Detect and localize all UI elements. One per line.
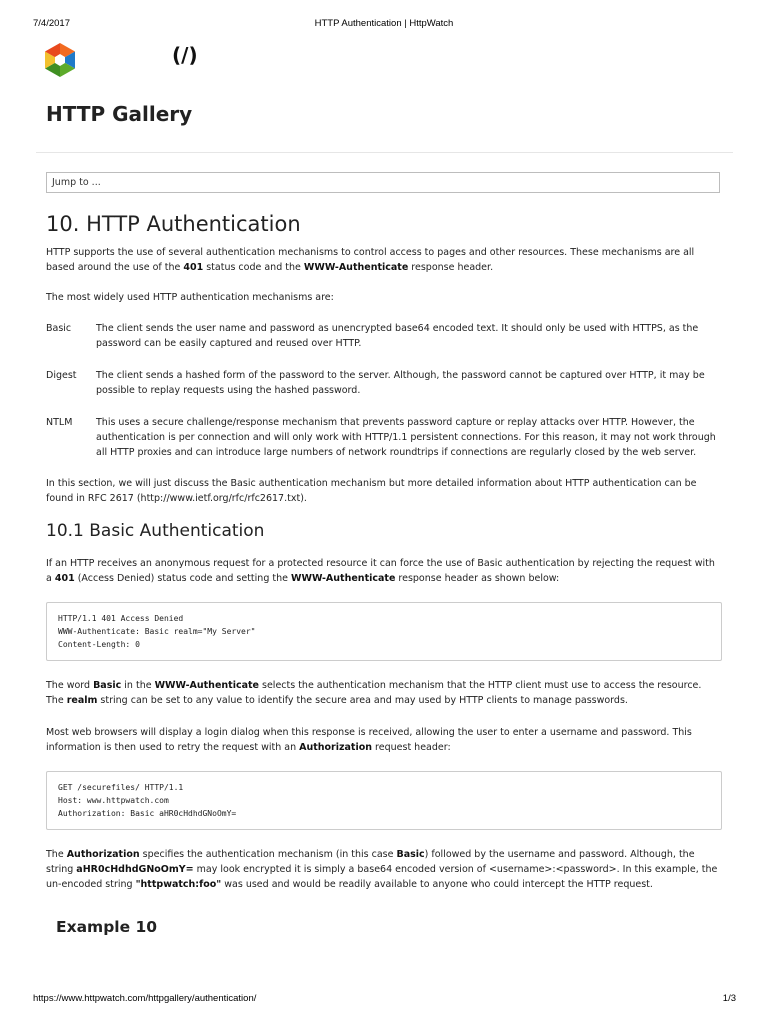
basic-paragraph-4: The Authorization specifies the authentication mechanism (in this case Basic) followed by the username and password. Although, the string aHR0cHdhdGNoOmY= may look encrypted it is simply a base64 encoded version of <username>:<password>. In this example, the un-encoded string "httpwatch:foo" was used and would be readily available to anyone who could intercept the HTTP request.: [46, 849, 718, 890]
code-line: HTTP/1.1 401 Access Denied: [58, 614, 184, 623]
httpwatch-logo[interactable]: [42, 42, 78, 78]
example-title: Example 10: [56, 918, 158, 936]
basic-paragraph-3: Most web browsers will display a login dialog when this response is received, allowing the user to enter a username and password. This information is then used to retry the request with an Authorization request header:: [46, 727, 692, 753]
code-line: WWW-Authenticate: Basic realm="My Server": [58, 627, 256, 636]
mechanism-term: NTLM: [46, 417, 73, 428]
main-content: [46, 210, 722, 936]
basic-paragraph-1: If an HTTP receives an anonymous request for a protected resource it can force the use of Basic authentication by rejecting the request with a 401 (Access Denied) status code and setting the WWW-Authenticate response header as shown below:: [46, 558, 715, 584]
widely-used-paragraph: The most widely used HTTP authentication mechanisms are:: [46, 292, 334, 303]
mechanism-ntlm: [46, 415, 722, 460]
code-line: Host: www.httpwatch.com: [58, 796, 169, 805]
print-footer: [0, 993, 768, 1007]
page-number: 1/3: [722, 993, 736, 1004]
print-page-title: HTTP Authentication | HttpWatch: [314, 18, 454, 29]
basic-paragraph-2: The word Basic in the WWW-Authenticate selects the authentication mechanism that the HTTP client must use to access the resource. The realm string can be set to any value to identify the secure area and may used by HTTP clients to manage passwords.: [46, 680, 702, 706]
subsection-title: 10.1 Basic Authentication: [46, 521, 265, 541]
code-line: Content-Length: 0: [58, 640, 140, 649]
header-divider: [36, 152, 733, 153]
mechanism-description: The client sends a hashed form of the password to the server. Although, the password cannot be captured over HTTP, it may be possible to replay requests using the hashed password.: [96, 370, 705, 396]
jump-to-select[interactable]: Jump to ...: [46, 172, 720, 193]
code-line: GET /securefiles/ HTTP/1.1: [58, 783, 184, 792]
section-title: 10. HTTP Authentication: [46, 212, 301, 236]
print-url: https://www.httpwatch.com/httpgallery/authentication/: [33, 993, 257, 1004]
print-date: 7/4/2017: [33, 18, 70, 29]
response-code-block: [46, 602, 722, 661]
mechanism-list: [46, 321, 722, 460]
mechanism-description: This uses a secure challenge/response mechanism that prevents password capture or replay attacks over HTTP. However, the authentication is per connection and will only work with HTTP/1.1 persistent connections. For this reason, it may not work through all HTTP proxies and can introduce large numbers of network roundtrips if connections are regularly closed by the web server.: [96, 417, 716, 458]
mechanism-term: Digest: [46, 370, 77, 381]
home-link[interactable]: (/): [172, 43, 198, 67]
request-code-block: [46, 771, 722, 830]
code-line: Authorization: Basic aHR0cHdhdGNoOmY=: [58, 809, 237, 818]
mechanism-term: Basic: [46, 323, 72, 334]
intro-paragraph: HTTP supports the use of several authentication mechanisms to control access to pages and other resources. These mechanisms are all based around the use of the 401 status code and the WWW-Authenticate response header.: [46, 247, 695, 273]
rfc-paragraph: In this section, we will just discuss the Basic authentication mechanism but more detailed information about HTTP authentication can be found in RFC 2617 (http://www.ietf.org/rfc/rfc2617.txt).: [46, 478, 697, 504]
mechanism-description: The client sends the user name and password as unencrypted base64 encoded text. It should only be used with HTTPS, as the password can be easily captured and reused over HTTP.: [96, 323, 699, 349]
mechanism-basic: [46, 321, 722, 351]
site-title: HTTP Gallery: [46, 102, 193, 126]
print-header: [0, 18, 768, 32]
mechanism-digest: [46, 368, 722, 398]
